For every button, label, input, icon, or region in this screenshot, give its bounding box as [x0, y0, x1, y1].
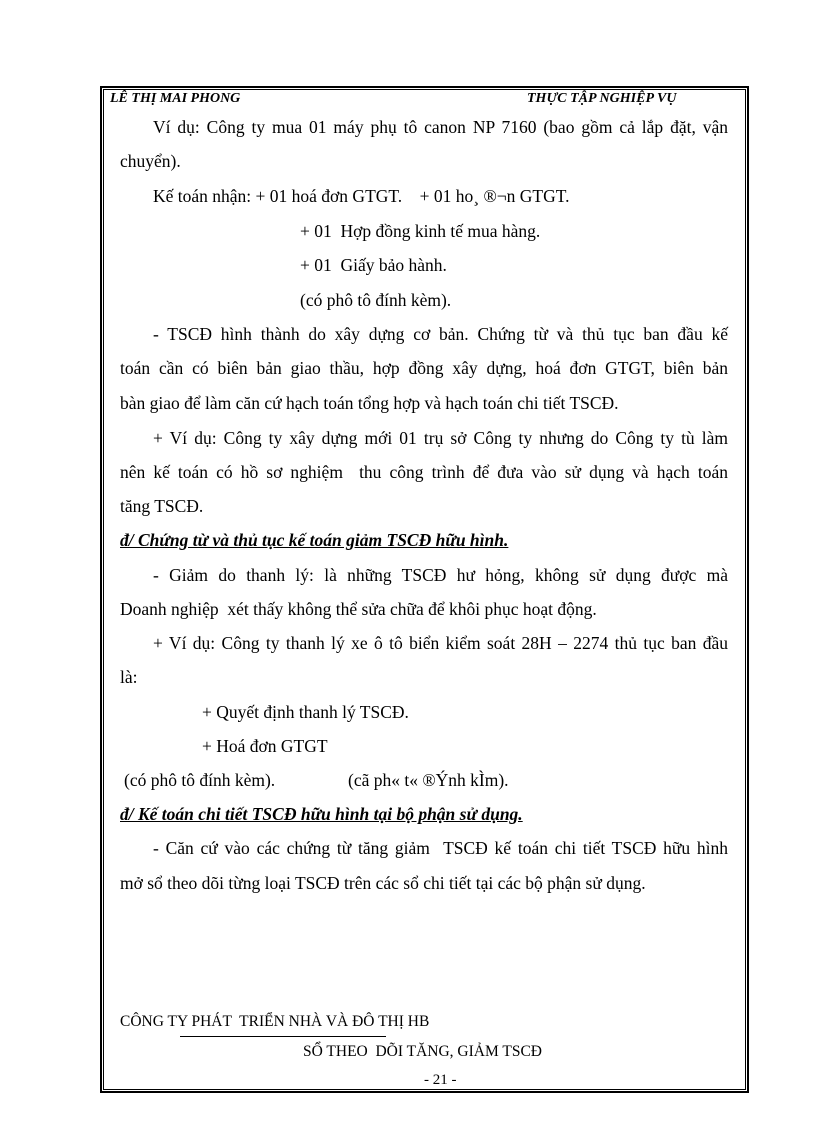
paragraph-line: tăng TSCĐ. — [120, 496, 204, 516]
paragraph-line: - Căn cứ vào các chứng từ tăng giảm TSCĐ kế toán chi tiết TSCĐ hữu hình — [153, 838, 728, 858]
section-heading: đ/ Kế toán chi tiết TSCĐ hữu hình tại bộ phận sử dụng. — [120, 804, 523, 824]
paragraph-line: là: — [120, 667, 138, 687]
paragraph-line: + 01 Hợp đồng kinh tế mua hàng. — [300, 221, 541, 241]
form-title: SỔ THEO DÕI TĂNG, GIẢM TSCĐ — [303, 1043, 542, 1060]
paragraph-line: - TSCĐ hình thành do xây dựng cơ bản. Chứng từ và thủ tục ban đầu kế — [153, 324, 728, 344]
paragraph-line: chuyển). — [120, 151, 181, 171]
page-number: - 21 - — [424, 1072, 457, 1088]
paragraph-line: bàn giao để làm căn cứ hạch toán tổng hợp và hạch toán chi tiết TSCĐ. — [120, 393, 619, 413]
company-name: CÔNG TY PHÁT TRIỂN NHÀ VÀ ĐÔ THỊ HB — [120, 1013, 430, 1030]
paragraph-line: Kế toán nhận: + 01 hoá đơn GTGT. + 01 ho¸ ®¬n GTGT. — [153, 186, 570, 206]
paragraph-line: + Ví dụ: Công ty xây dựng mới 01 trụ sở Công ty nhưng do Công ty tù làm — [153, 428, 728, 448]
list-item: + Quyết định thanh lý TSCĐ. — [202, 702, 409, 722]
paragraph-line: (cã ph« t« ®Ýnh kÌm). — [348, 770, 509, 790]
paragraph-line: nên kế toán có hồ sơ nghiệm thu công trình để đưa vào sử dụng và hạch toán — [120, 462, 728, 482]
paragraph-line: + Ví dụ: Công ty thanh lý xe ô tô biển kiểm soát 28H – 2274 thủ tục ban đầu — [153, 633, 728, 653]
paragraph-line: mở sổ theo dõi từng loại TSCĐ trên các sổ chi tiết tại các bộ phận sử dụng. — [120, 873, 646, 893]
paragraph-line: - Giảm do thanh lý: là những TSCĐ hư hỏng, không sử dụng được mà — [153, 565, 728, 585]
paragraph-line: (có phô tô đính kèm). — [124, 770, 276, 790]
list-item: + Hoá đơn GTGT — [202, 736, 328, 756]
paragraph-line: toán cần có biên bản giao thầu, hợp đồng xây dựng, hoá đơn GTGT, biên bản — [120, 358, 728, 378]
paragraph-line: Ví dụ: Công ty mua 01 máy phụ tô canon NP 7160 (bao gồm cả lắp đặt, vận — [153, 117, 728, 137]
paragraph-line: + 01 Giấy bảo hành. — [300, 255, 447, 275]
paragraph-line: Doanh nghiệp xét thấy không thể sửa chữa để khôi phục hoạt động. — [120, 599, 597, 619]
section-heading: đ/ Chứng từ và thủ tục kế toán giảm TSCĐ hữu hình. — [120, 530, 509, 550]
header-title: THỰC TẬP NGHIỆP VỤ — [527, 91, 677, 106]
paragraph-line: (có phô tô đính kèm). — [300, 290, 452, 310]
header-author: LÊ THỊ MAI PHONG — [110, 91, 241, 106]
company-underline — [180, 1036, 386, 1037]
